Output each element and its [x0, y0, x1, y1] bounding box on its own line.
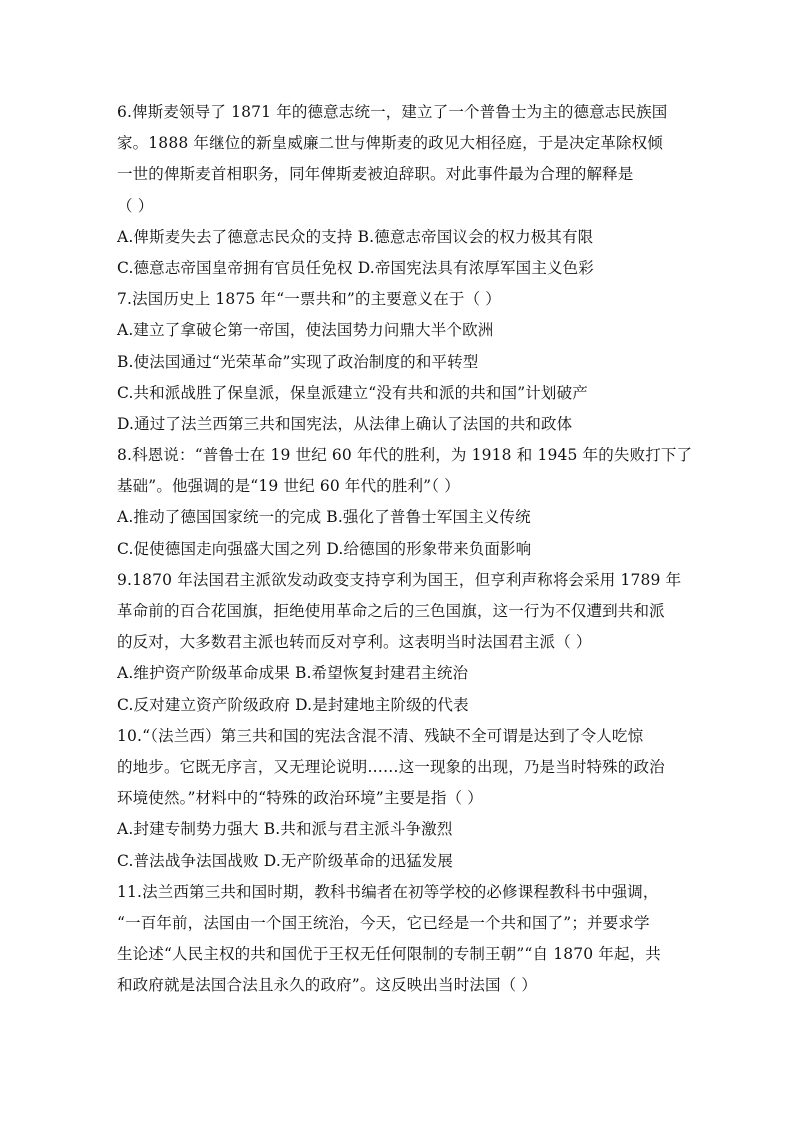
question-stem-line: 革命前的百合花国旗，拒绝使用革命之后的三色国旗，这一行为不仅遭到共和派	[117, 602, 665, 620]
question-11	[117, 877, 679, 1002]
question-stem-line: 生论述“人民主权的共和国优于王权无任何限制的专制王朝”“自 1870 年起，共	[117, 945, 661, 964]
answer-option-line: C.普法战争法国战败 D.无产阶级革命的迅猛发展	[117, 851, 454, 870]
question-stem-line: 10.“（法兰西）第三共和国的宪法含混不清、残缺不全可谓是达到了令人吃惊	[117, 726, 644, 745]
answer-option-line: A.推动了德国国家统一的完成 B.强化了普鲁士军国主义传统	[117, 508, 531, 527]
answer-option-line: D.通过了法兰西第三共和国宪法，从法律上确认了法国的共和政体	[117, 414, 573, 433]
answer-option-line: C.促使德国走向强盛大国之列 D.给德国的形象带来负面影响	[117, 539, 532, 558]
question-stem-line: （ ）	[117, 196, 154, 215]
question-stem-line: 家。1888 年继位的新皇威廉二世与俾斯麦的政见大相径庭，于是决定革除权倾	[117, 134, 663, 153]
answer-option-line: A.封建专制势力强大 B.共和派与君主派斗争激烈	[117, 820, 453, 839]
question-10	[117, 721, 679, 877]
answer-option-line: C.德意志帝国皇帝拥有官员任免权 D.帝国宪法具有浓厚军国主义色彩	[117, 258, 594, 277]
question-stem-line: 6.俾斯麦领导了 1871 年的德意志统一，建立了一个普鲁士为主的德意志民族国	[117, 103, 668, 121]
question-6	[117, 97, 679, 284]
answer-option-line: A.俾斯麦失去了德意志民众的支持 B.德意志帝国议会的权力极其有限	[117, 227, 594, 246]
question-stem-line: 一世的俾斯麦首相职务，同年俾斯麦被迫辞职。对此事件最为合理的解释是	[117, 165, 634, 184]
answer-option-line: A.维护资产阶级革命成果 B.希望恢复封建君主统治	[117, 664, 469, 683]
question-stem-line: 环境使然。”材料中的“特殊的政治环境”主要是指（ ）	[117, 789, 483, 808]
question-stem-line: 9.1870 年法国君主派欲发动政变支持亨利为国王，但亨利声称将会采用 1789 年	[117, 570, 682, 589]
question-stem-line: “一百年前，法国由一个国王统治，今天，它已经是一个共和国了”；并要求学	[117, 913, 650, 932]
question-stem-line: 和政府就是法国合法且永久的政府”。这反映出当时法国（ ）	[117, 976, 538, 995]
question-stem-line: 11.法兰西第三共和国时期，教科书编者在初等学校的必修课程教科书中强调，	[117, 882, 659, 901]
answer-option-line: B.使法国通过“光荣革命”实现了政治制度的和平转型	[117, 352, 479, 371]
question-8	[117, 440, 693, 565]
answer-option-line: C.共和派战胜了保皇派，保皇派建立“没有共和派的共和国”计划破产	[117, 383, 588, 402]
question-stem-line: 基础”。他强调的是“19 世纪 60 年代的胜利”（ ）	[117, 477, 460, 496]
question-stem-line: 的反对，大多数君主派也转而反对亨利。这表明当时法国君主派（ ）	[117, 633, 592, 652]
question-stem-line: 8.科恩说：“普鲁士在 19 世纪 60 年代的胜利，为 1918 和 1945 年的失败打下了	[117, 446, 693, 465]
question-stem-line: 7.法国历史上 1875 年“一票共和”的主要意义在于（ ）	[117, 290, 501, 309]
question-7	[117, 284, 679, 440]
answer-option-line: A.建立了拿破仑第一帝国，使法国势力问鼎大半个欧洲	[117, 321, 494, 340]
question-9	[117, 565, 682, 721]
answer-option-line: C.反对建立资产阶级政府 D.是封建地主阶级的代表	[117, 695, 469, 714]
question-stem-line: 的地步。它既无序言，又无理论说明……这一现象的出现，乃是当时特殊的政治	[117, 757, 665, 776]
document-page	[117, 97, 693, 1001]
